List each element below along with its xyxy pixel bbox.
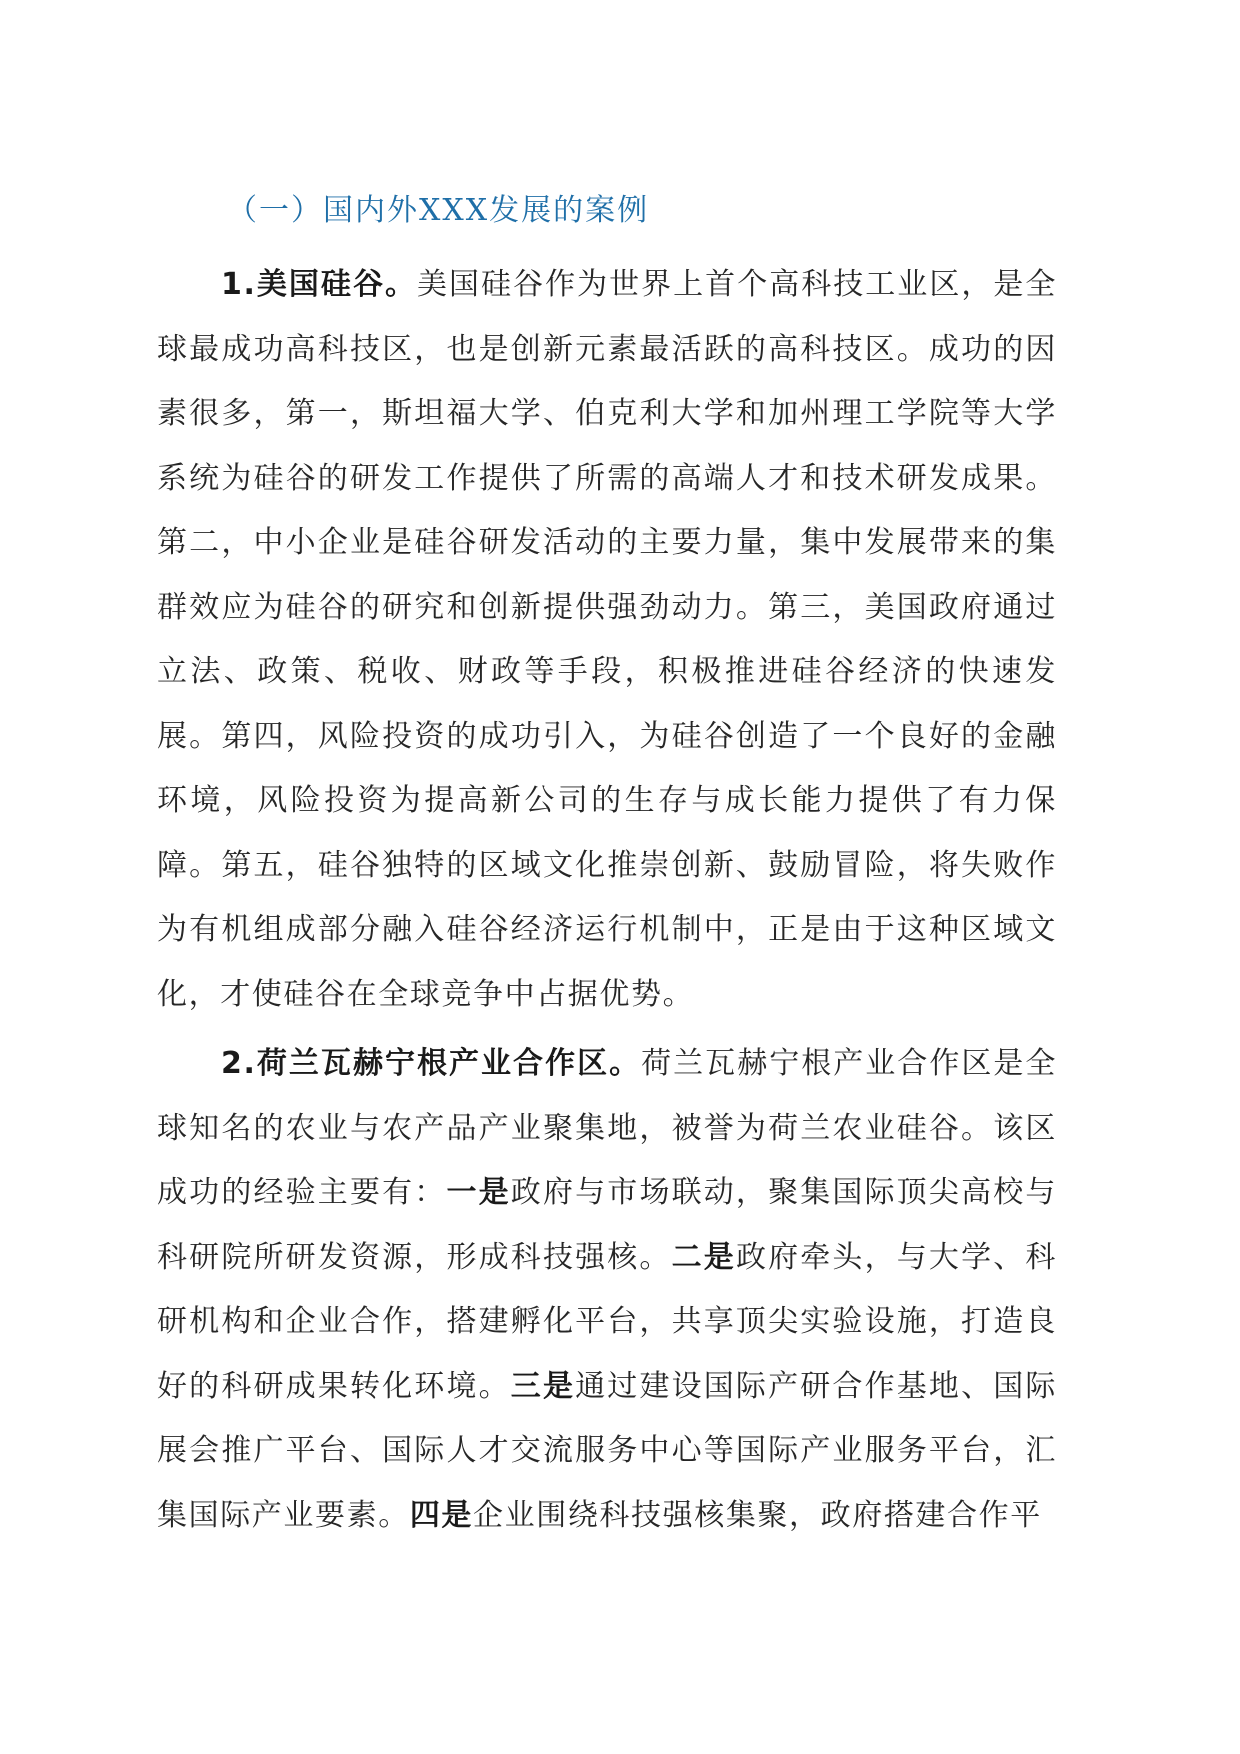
point-text-4: 企业围绕科技强核集聚，政府搭建合作平: [473, 1497, 1042, 1533]
point-text-3: 通过建设国际产研合作基地、国际展会推广平台、国际人才交流服务中心等国际产业服务平台，汇集国际产业要素。: [157, 1368, 1057, 1533]
point-marker-3: 三是: [510, 1368, 576, 1404]
case-intro-wageningen: 荷兰瓦赫宁根产业合作区是全球知名的农业与农产品产业聚集地，被誉为荷兰农业硅谷。该区成功的经验主要有：: [157, 1046, 1057, 1210]
case-paragraph-wageningen: [157, 1032, 1057, 1548]
case-title-silicon-valley: 1.美国硅谷。: [221, 267, 417, 302]
document-body: [157, 185, 1057, 1548]
case-paragraph-silicon-valley: [157, 253, 1057, 1027]
point-marker-2: 二是: [671, 1239, 736, 1275]
case-title-wageningen: 2.荷兰瓦赫宁根产业合作区。: [221, 1046, 642, 1081]
section-heading: （一）国内外XXX发展的案例: [227, 193, 650, 228]
point-text-1: 政府与市场联动，聚集国际顶尖高校与科研院所研发资源，形成科技强核。: [157, 1175, 1057, 1275]
point-marker-1: 一是: [446, 1175, 511, 1210]
point-marker-4: 四是: [409, 1497, 474, 1533]
point-text-2: 政府牵头，与大学、科研机构和企业合作，搭建孵化平台，共享顶尖实验设施，打造良好的科研成果转化环境。: [157, 1239, 1057, 1404]
case-body-silicon-valley: 美国硅谷作为世界上首个高科技工业区，是全球最成功高科技区，也是创新元素最活跃的高科技区。成功的因素很多，第一，斯坦福大学、伯克利大学和加州理工学院等大学系统为硅谷的研发工作提供了所需的高端人才和技术研发成果。第二，中小企业是硅谷研发活动的主要力量，集中发展带来的集群效应为硅谷的研究和创新提供强劲动力。第三，美国政府通过立法、政策、税收、财政等手段，积极推进硅谷经济的快速发展。第四，风险投资的成功引入，为硅谷创造了一个良好的金融环境，风险投资为提高新公司的生存与成长能力提供了有力保障。第五，硅谷独特的区域文化推崇创新、鼓励冒险，将失败作为有机组成部分融入硅谷经济运行机制中，正是由于这种区域文化，才使硅谷在全球竞争中占据优势。: [157, 267, 1057, 1012]
